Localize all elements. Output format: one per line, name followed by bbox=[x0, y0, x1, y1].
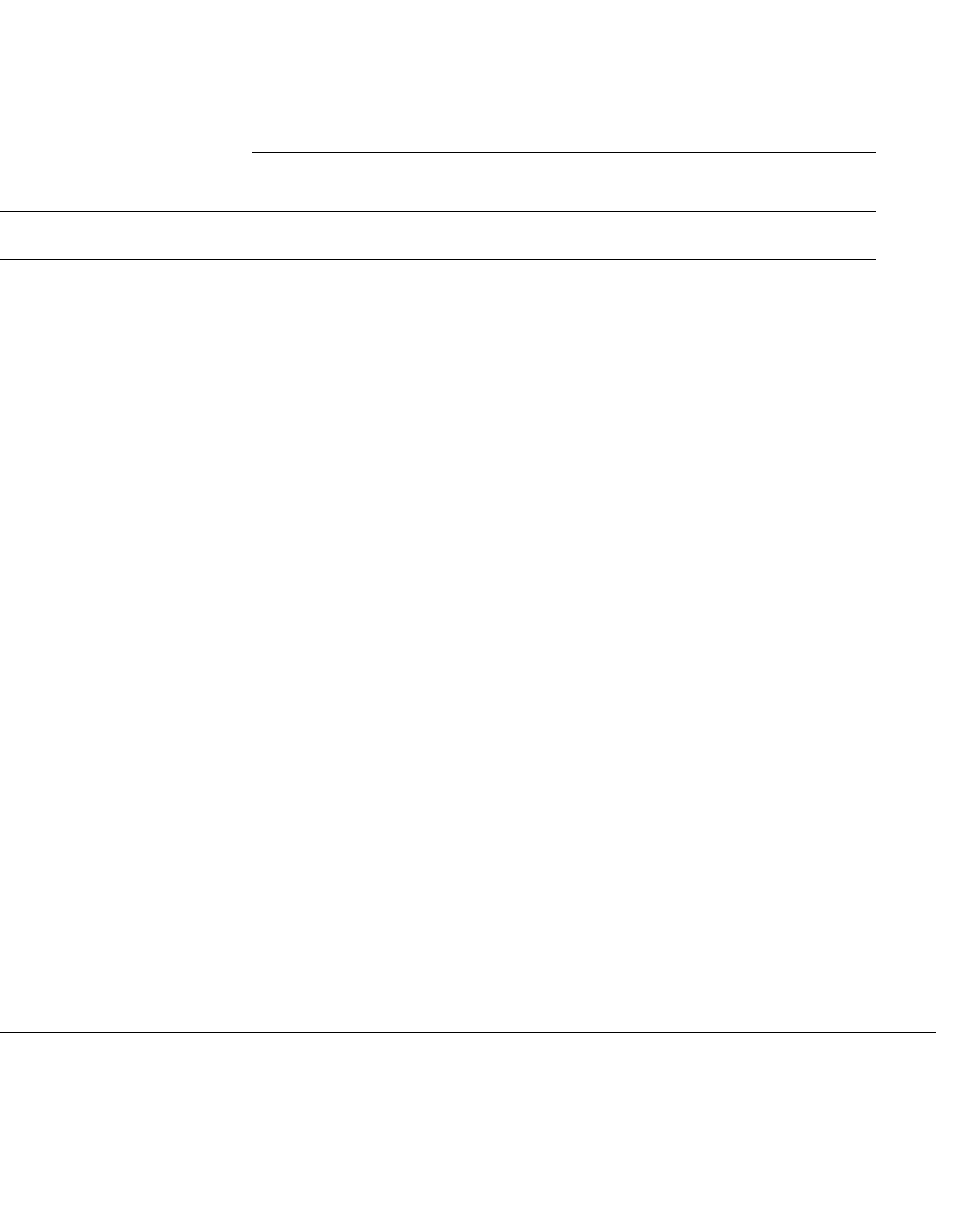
place-divider bbox=[0, 259, 876, 260]
header-divider bbox=[252, 152, 876, 153]
agenda-header-divider bbox=[0, 1032, 936, 1033]
attendance-header bbox=[0, 309, 960, 331]
time-divider bbox=[0, 211, 876, 212]
agenda-header bbox=[0, 1009, 960, 1031]
